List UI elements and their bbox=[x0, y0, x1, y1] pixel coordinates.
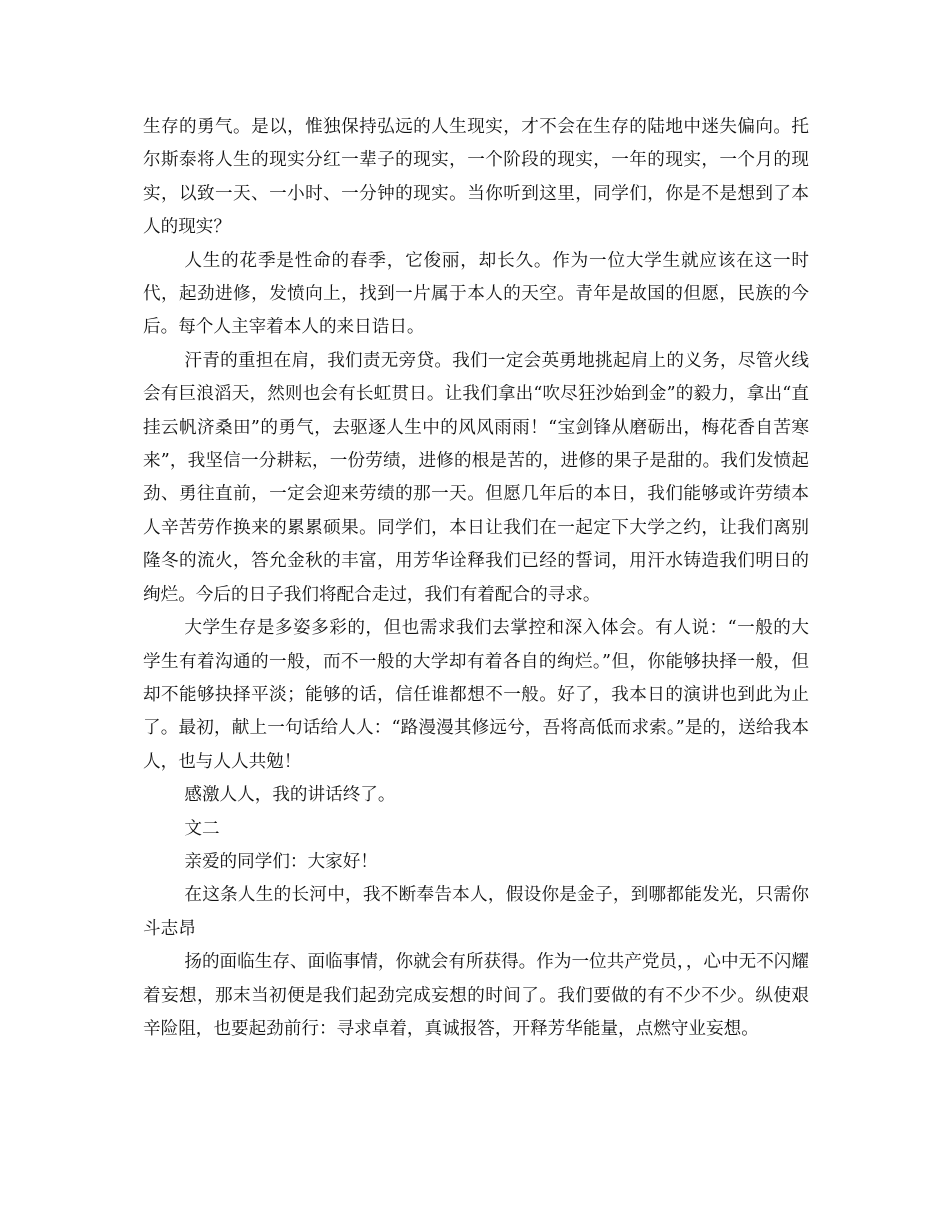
paragraph-1: 生存的勇气。是以，惟独保持弘远的人生现实，才不会在生存的陆地中迷失偏向。托尔斯泰将人生的现实分红一辈子的现实，一个阶段的现实，一年的现实，一个月的现实，以致一天、一小时、一分钟的现实。当你听到这里，同学们，你是不是想到了本人的现实？ bbox=[143, 117, 809, 238]
section-heading: 文二 bbox=[184, 818, 220, 839]
greeting: 亲爱的同学们：大家好！ bbox=[184, 851, 378, 872]
paragraph-8: 在这条人生的长河中，我不断奉告本人，假设你是金子，到哪都能发光，只需你斗志昂 bbox=[143, 885, 809, 939]
paragraph-5: 感激人人，我的讲话终了。 bbox=[184, 785, 396, 806]
document-body bbox=[143, 111, 809, 1046]
paragraph-4: 大学生存是多姿多彩的，但也需求我们去掌控和深入体会。有人说：“一般的大学生有着沟通的一般，而不一般的大学却有着各自的绚烂。”但，你能够抉择一般，但却不能够抉择平淡；能够的话，信任谁都想不一般。好了，我本日的演讲也到此为止了。最初，献上一句话给人人：“路漫漫其修远兮，吾将高低而求索。”是的，送给我本人，也与人人共勉！ bbox=[143, 618, 809, 772]
paragraph-3: 汗青的重担在肩，我们责无旁贷。我们一定会英勇地挑起肩上的义务，尽管火线会有巨浪滔天，然则也会有长虹贯日。让我们拿出“吹尽狂沙始到金”的毅力，拿出“直挂云帆济桑田”的勇气，去驱逐人生中的风风雨雨！“宝剑锋从磨砺出，梅花香自苦寒来”，我坚信一分耕耘，一份劳绩，进修的根是苦的，进修的果子是甜的。我们发愤起劲、勇往直前，一定会迎来劳绩的那一天。但愿几年后的本日，我们能够或许劳绩本人辛苦劳作换来的累累硕果。同学们，本日让我们在一起定下大学之约，让我们离别隆冬的流火，答允金秋的丰富，用芳华诠释我们已经的誓词，用汗水铸造我们明日的绚烂。今后的日子我们将配合走过，我们有着配合的寻求。 bbox=[143, 350, 809, 605]
paragraph-2: 人生的花季是性命的春季，它俊丽，却长久。作为一位大学生就应该在这一时代，起劲进修，发愤向上，找到一片属于本人的天空。青年是故国的但愿，民族的今后。每个人主宰着本人的来日诰日。 bbox=[143, 250, 809, 338]
paragraph-9: 扬的面临生存、面临事情，你就会有所获得。作为一位共产党员，，心中无不闪耀着妄想，那末当初便是我们起劲完成妄想的时间了。我们要做的有不少不少。纵使艰辛险阻，也要起劲前行：寻求卓着，真诚报答，开释芳华能量，点燃守业妄想。 bbox=[143, 952, 809, 1039]
